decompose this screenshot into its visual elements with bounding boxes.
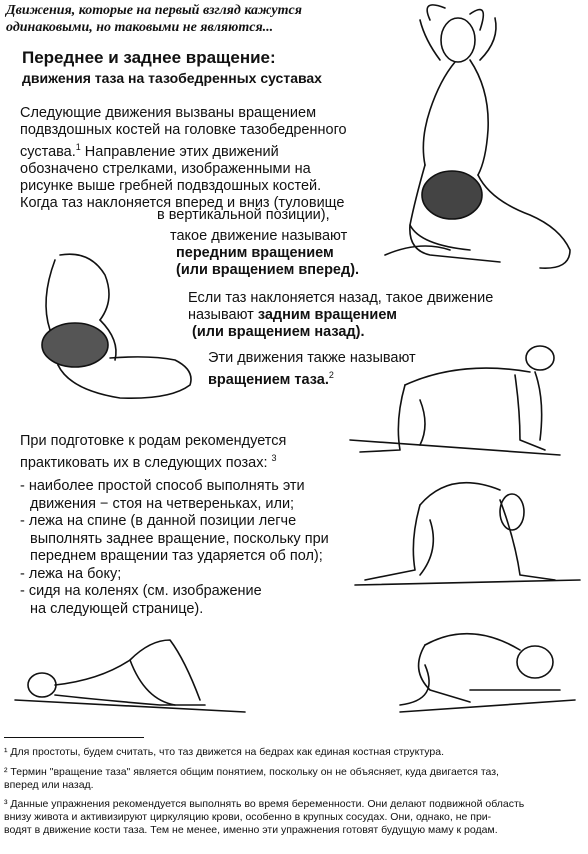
p2-line-1: Если таз наклоняется назад, такое движение bbox=[188, 290, 494, 306]
footnote-divider bbox=[4, 737, 144, 738]
figure-lying-side bbox=[400, 634, 575, 712]
intro-line-1: Движения, которые на первый взгляд кажутся bbox=[6, 3, 302, 18]
term-anterior-rotation-alt: (или вращением вперед). bbox=[176, 262, 360, 278]
p2-line-2a: называют bbox=[188, 307, 258, 323]
list-item: на следующей странице). bbox=[30, 600, 204, 617]
list-item: выполнять заднее вращение, поскольку при bbox=[30, 530, 329, 547]
p4-line-1: При подготовке к родам рекомендуется bbox=[20, 433, 287, 449]
footnote-3b: внизу живота и активизируют циркуляцию крови, особенно в крупных сосудах. Они, однако, не при- bbox=[4, 811, 492, 823]
intro-line-2: одинаковыми, но таковыми не являются... bbox=[6, 20, 274, 35]
p1-line-2: подвздошных костей на головке тазобедренного bbox=[20, 122, 347, 138]
section-title: Переднее и заднее вращение: bbox=[22, 48, 276, 67]
footnote-2a: ² Термин "вращение таза" является общим понятием, поскольку он не объясняет, куда двигается таз, bbox=[4, 766, 499, 778]
list-item: - лежа на спине (в данной позиции легче bbox=[20, 513, 297, 529]
figure-seated-left bbox=[42, 254, 191, 398]
term-posterior-rotation-alt: (или вращением назад). bbox=[192, 324, 365, 340]
list-item: - наиболее простой способ выполнять эти bbox=[20, 478, 305, 494]
figure-all-fours-1 bbox=[350, 346, 560, 455]
p1-line-3a: сустава. bbox=[20, 143, 76, 160]
p3-line-1: Эти движения также называют bbox=[208, 350, 416, 366]
p1-line-1: Следующие движения вызваны вращением bbox=[20, 105, 317, 121]
footnote-2b: вперед или назад. bbox=[4, 779, 94, 791]
list-item: - сидя на коленях (см. изображение bbox=[20, 583, 262, 599]
list-item: движения − стоя на четвереньках, или; bbox=[30, 495, 295, 512]
footnote-3a: ³ Данные упражнения рекомендуется выполнять во время беременности. Они делают подвижной область bbox=[4, 798, 525, 810]
p4-line-2: практиковать их в следующих позах: bbox=[20, 454, 268, 471]
figure-kneeling-upright bbox=[385, 5, 570, 268]
section-subtitle: движения таза на тазобедренных суставах bbox=[22, 70, 322, 86]
figure-lying-back bbox=[15, 640, 245, 712]
footnote-ref-3: 3 bbox=[271, 453, 277, 463]
footnote-ref-2: 2 bbox=[328, 370, 334, 380]
p1-line-5: рисунке выше гребней подвздошных костей. bbox=[20, 177, 322, 194]
figure-all-fours-2 bbox=[355, 483, 580, 585]
p1-line-7: в вертикальной позиции), bbox=[157, 207, 330, 223]
p1-line-3b: Направление этих движений bbox=[80, 143, 279, 160]
footnote-3c: водят в движение кости таза. Тем не менее, именно эти упражнения готовят будущую маму к родам. bbox=[4, 824, 498, 836]
footnote-1: ¹ Для простоты, будем считать, что таз движется на бедрах как единая костная структура. bbox=[4, 746, 445, 758]
term-pelvic-rotation: вращением таза. bbox=[208, 371, 329, 388]
p1-line-8: такое движение называют bbox=[170, 228, 348, 244]
list-item: - лежа на боку; bbox=[20, 565, 122, 582]
list-item: переднем вращении таз ударяется об пол); bbox=[30, 548, 323, 564]
term-anterior-rotation: передним вращением bbox=[176, 245, 334, 261]
term-posterior-rotation: задним вращением bbox=[257, 307, 397, 323]
p1-line-4: обозначено стрелками, изображенными на bbox=[20, 160, 311, 177]
footnote-ref-1: 1 bbox=[75, 142, 81, 152]
p1-line-6: Когда таз наклоняется вперед и вниз (туловище bbox=[20, 194, 345, 211]
